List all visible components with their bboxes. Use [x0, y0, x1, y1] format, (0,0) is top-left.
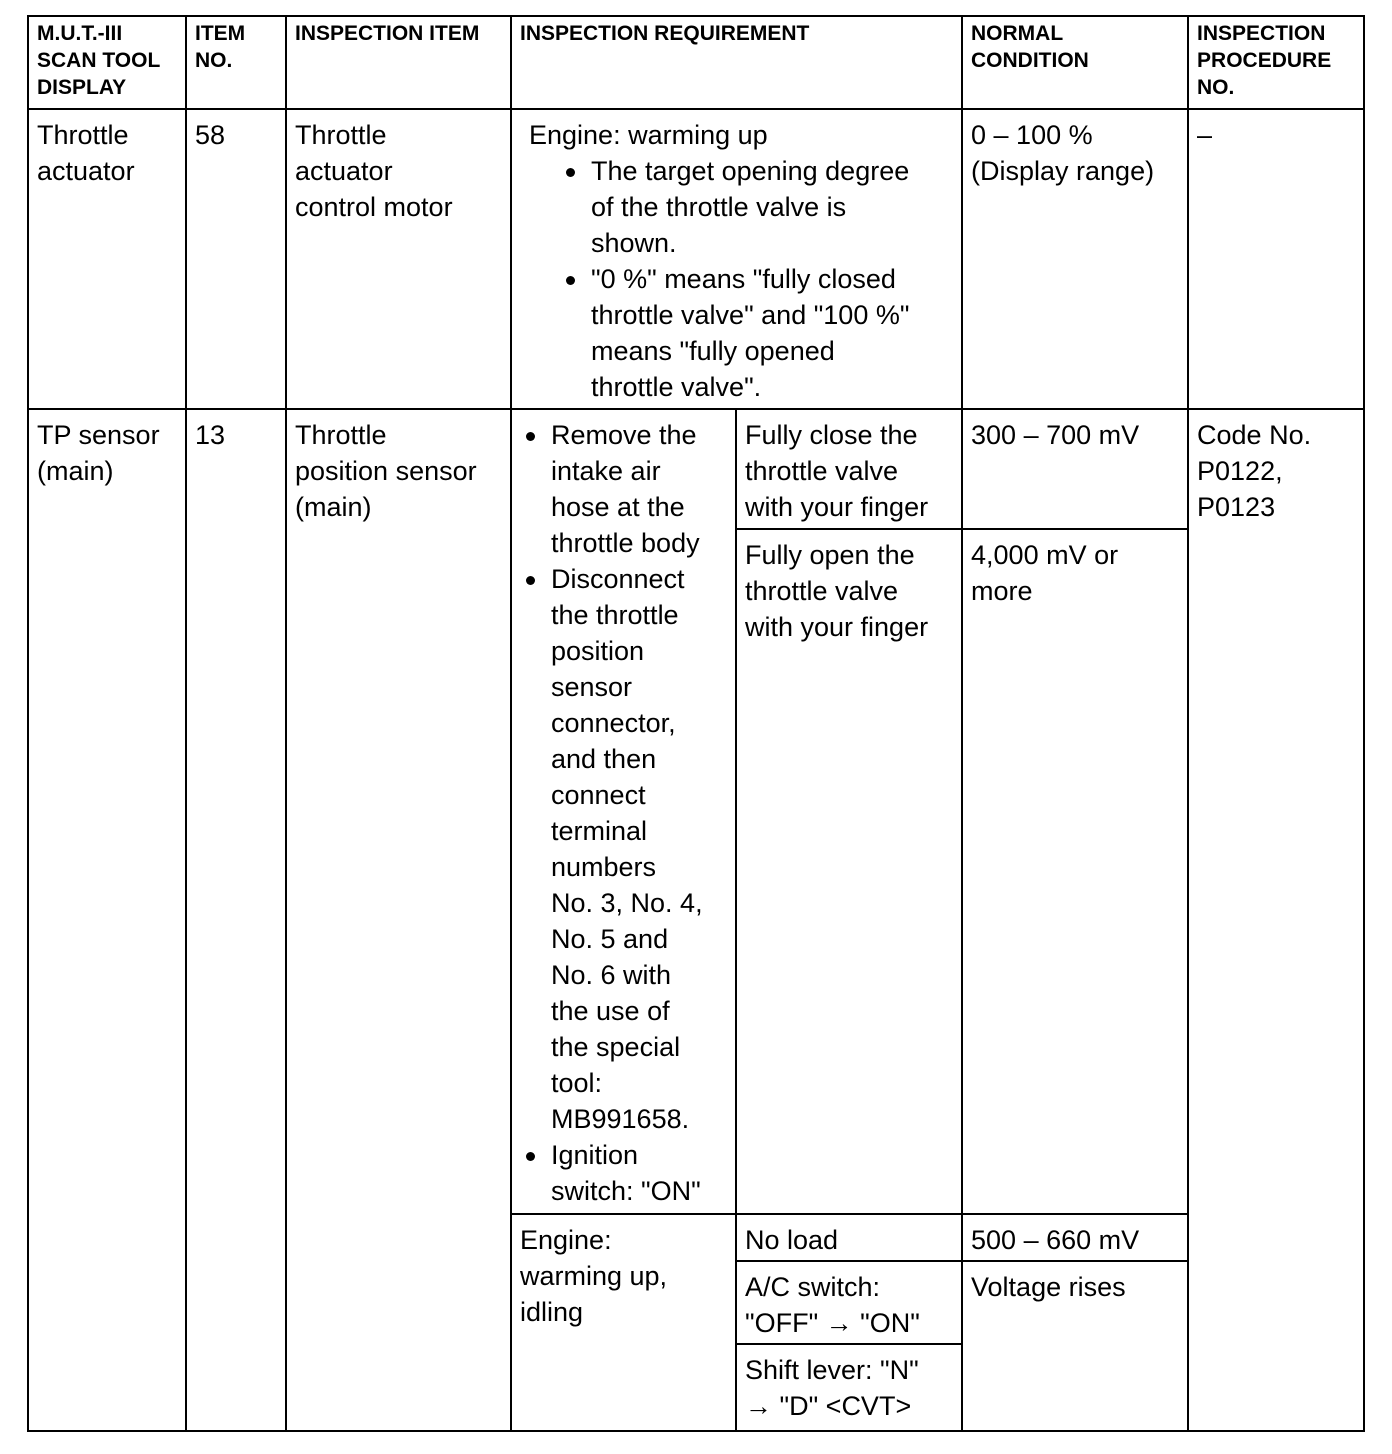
- inspection-table: [27, 15, 1365, 1432]
- cell-check-action: Fully open the throttle valve with your finger: [736, 529, 962, 1214]
- header-item-no: ITEM NO.: [186, 16, 286, 109]
- cell-procedure-no: Code No. P0122, P0123: [1188, 409, 1364, 1431]
- header-scan-tool-display: M.U.T.-III SCAN TOOL DISPLAY: [28, 16, 186, 109]
- header-row: [28, 16, 1364, 109]
- requirement-bullets: [529, 153, 954, 405]
- cell-normal-condition: Voltage rises: [962, 1261, 1188, 1431]
- table-row-tp-sensor: [28, 409, 1364, 529]
- cell-item-no: 13: [186, 409, 286, 1431]
- list-item: The target opening degree of the throttle valve is shown.: [529, 153, 954, 261]
- table-row-throttle-actuator: [28, 109, 1364, 409]
- cell-inspection-item: Throttle actuator control motor: [286, 109, 511, 409]
- list-item: "0 %" means "fully closed throttle valve" and "100 %" means "fully opened throttle valve".: [529, 261, 954, 405]
- cell-check-action: A/C switch: "OFF" → "ON": [736, 1261, 962, 1344]
- header-inspection-requirement: INSPECTION REQUIREMENT: [511, 16, 962, 109]
- cell-item-no: 58: [186, 109, 286, 409]
- header-inspection-procedure-no: INSPECTION PROCEDURE NO.: [1188, 16, 1364, 109]
- cell-inspection-item: Throttle position sensor (main): [286, 409, 511, 1431]
- list-item: Remove the intake air hose at the throttle body: [520, 417, 728, 561]
- requirement-title: Engine: warming up: [529, 120, 768, 150]
- cell-display: Throttle actuator: [28, 109, 186, 409]
- cell-normal-condition: 500 – 660 mV: [962, 1214, 1188, 1261]
- cell-preconditions: [511, 409, 736, 1214]
- cell-procedure-no: –: [1188, 109, 1364, 409]
- cell-normal-condition: 4,000 mV or more: [962, 529, 1188, 1214]
- cell-normal-condition: 0 – 100 % (Display range): [962, 109, 1188, 409]
- cell-check-action: Fully close the throttle valve with your finger: [736, 409, 962, 529]
- cell-idle-condition: Engine: warming up, idling: [511, 1214, 736, 1431]
- cell-normal-condition: 300 – 700 mV: [962, 409, 1188, 529]
- cell-check-action: Shift lever: "N" → "D" <CVT>: [736, 1344, 962, 1431]
- list-item: Disconnect the throttle position sensor connector, and then connect terminal numbers No. 3, No. 4, No. 5 and No. 6 with the use of the special tool: MB991658.: [520, 561, 728, 1137]
- list-item: Ignition switch: "ON": [520, 1137, 728, 1209]
- precondition-bullets: [520, 417, 728, 1209]
- header-normal-condition: NORMAL CONDITION: [962, 16, 1188, 109]
- cell-check-action: No load: [736, 1214, 962, 1261]
- cell-inspection-requirement: [511, 109, 962, 409]
- header-inspection-item: INSPECTION ITEM: [286, 16, 511, 109]
- cell-display: TP sensor (main): [28, 409, 186, 1431]
